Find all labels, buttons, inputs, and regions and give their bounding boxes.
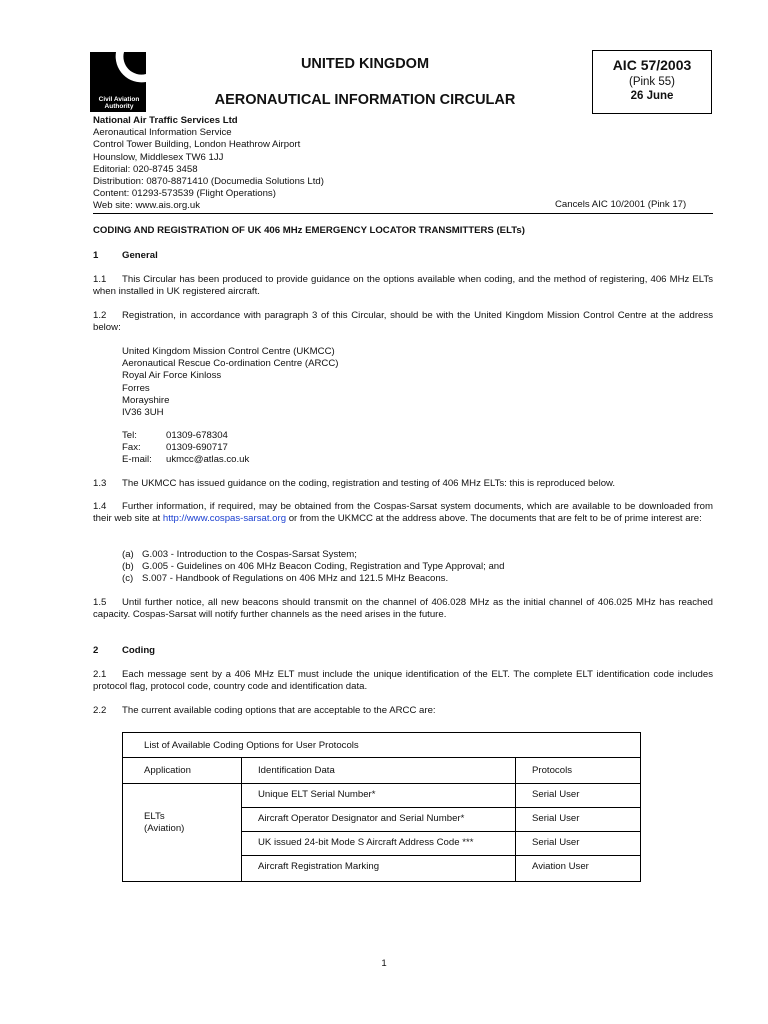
paragraph-2-2: 2.2 The current available coding options that are acceptable to the ARCC are: — [93, 705, 436, 716]
doc-item: (a) G.003 - Introduction to the Cospas-Sarsat System; — [122, 549, 357, 560]
paragraph-1-5: 1.5 Until further notice, all new beacons should transmit on the channel of 406.028 MHz as the initial channel of 406.025 MHz has reached capacity. Cospas-Sarsat will notify further channels as the need arises in the future. — [93, 597, 713, 621]
paragraph-1-3: 1.3 The UKMCC has issued guidance on the coding, registration and testing of 406 MHz ELTs: this is reproduced below. — [93, 478, 616, 489]
aic-number: AIC 57/2003 — [612, 57, 692, 73]
org-line: Editorial: 020-8745 3458 — [93, 163, 198, 175]
cospas-sarsat-link[interactable]: http://www.cospas-sarsat.org — [162, 513, 287, 525]
document-title: CODING AND REGISTRATION OF UK 406 MHz EMERGENCY LOCATOR TRANSMITTERS (ELTs) — [93, 225, 525, 236]
table-rule — [241, 807, 640, 808]
website-line: Web site: www.ais.org.uk — [93, 200, 200, 212]
paragraph-1-1: 1.1 This Circular has been produced to provide guidance on the options available when coding, and the method of registering, 406 MHz ELTs when installed in UK registered aircraft. — [93, 274, 713, 298]
logo-text: Civil Aviation Authority — [98, 96, 140, 110]
table-rule — [241, 831, 640, 832]
org-line: Hounslow, Middlesex TW6 1JJ — [93, 151, 224, 163]
table-rule — [241, 757, 242, 881]
contact-email: E-mail: ukmcc@atlas.co.uk — [122, 454, 250, 466]
org-name: National Air Traffic Services Ltd — [93, 115, 238, 126]
table-cell-protocol: Serial User — [532, 813, 580, 824]
table-rule — [123, 783, 640, 784]
section-1-heading: 1 General — [93, 250, 158, 261]
doc-item: (b) G.005 - Guidelines on 406 MHz Beacon Coding, Registration and Type Approval; and — [122, 561, 505, 573]
page-number: 1 — [381, 958, 387, 969]
header-application: Application — [144, 765, 191, 776]
table-cell-protocol: Aviation User — [532, 861, 589, 872]
org-line: Distribution: 0870-8871410 (Documedia Solutions Ltd) — [93, 176, 324, 188]
table-caption: List of Available Coding Options for User Protocols — [144, 740, 359, 751]
header-divider — [93, 213, 713, 214]
aic-number-box — [592, 50, 712, 114]
contact-fax: Fax: 01309-690717 — [122, 442, 228, 454]
header-identification-data: Identification Data — [258, 765, 335, 776]
coding-options-table — [122, 732, 641, 882]
title-aic: AERONAUTICAL INFORMATION CIRCULAR — [214, 92, 516, 108]
table-rule — [515, 757, 516, 881]
contact-tel: Tel: 01309-678304 — [122, 430, 228, 441]
table-cell-protocol: Serial User — [532, 837, 580, 848]
table-cell-id: UK issued 24-bit Mode S Aircraft Address Code *** — [258, 837, 474, 848]
title-united-kingdom: UNITED KINGDOM — [300, 56, 430, 72]
reference-docs-list — [122, 549, 702, 586]
table-cell-id: Aircraft Registration Marking — [258, 861, 380, 872]
table-rule — [123, 757, 640, 758]
aic-color: (Pink 55) — [628, 76, 676, 88]
aic-date: 26 June — [630, 90, 674, 102]
application-cell: ELTs (Aviation) — [144, 811, 185, 834]
org-line: Aeronautical Information Service — [93, 127, 232, 139]
table-cell-protocol: Serial User — [532, 789, 580, 800]
section-2-heading: 2 Coding — [93, 645, 156, 656]
table-rule — [241, 855, 640, 856]
paragraph-1-2: 1.2 Registration, in accordance with paragraph 3 of this Circular, should be with the United Kingdom Mission Control Centre at the address below: — [93, 310, 713, 334]
table-cell-id: Aircraft Operator Designator and Serial Number* — [258, 813, 465, 824]
table-cell-id: Unique ELT Serial Number* — [258, 789, 376, 800]
paragraph-1-4: 1.4 Further information, if required, may be obtained from the Cospas-Sarsat system documents, which are available to be downloaded from their web site at http://www.cospas-sarsat.org or from the UKMCC at the address above. The documents that are felt to be of prime interest are: — [93, 501, 713, 525]
paragraph-2-1: 2.1 Each message sent by a 406 MHz ELT must include the unique identification of the ELT. The complete ELT identification code includes protocol flag, protocol code, country code and identification data. — [93, 669, 713, 693]
org-line: Control Tower Building, London Heathrow Airport — [93, 139, 301, 151]
header-protocols: Protocols — [532, 765, 572, 776]
cancels-note: Cancels AIC 10/2001 (Pink 17) — [555, 199, 687, 210]
org-line: Content: 01293-573539 (Flight Operations) — [93, 188, 276, 200]
contact-details — [122, 430, 702, 467]
ukmcc-address: United Kingdom Mission Control Centre (UKMCC) Aeronautical Rescue Co-ordination Centre (ARCC) Royal Air Force Kinloss Forres Morayshire IV36 3UH — [122, 346, 339, 419]
doc-item: (c) S.007 - Handbook of Regulations on 406 MHz and 121.5 MHz Beacons. — [122, 573, 449, 585]
publisher-block — [93, 115, 493, 213]
